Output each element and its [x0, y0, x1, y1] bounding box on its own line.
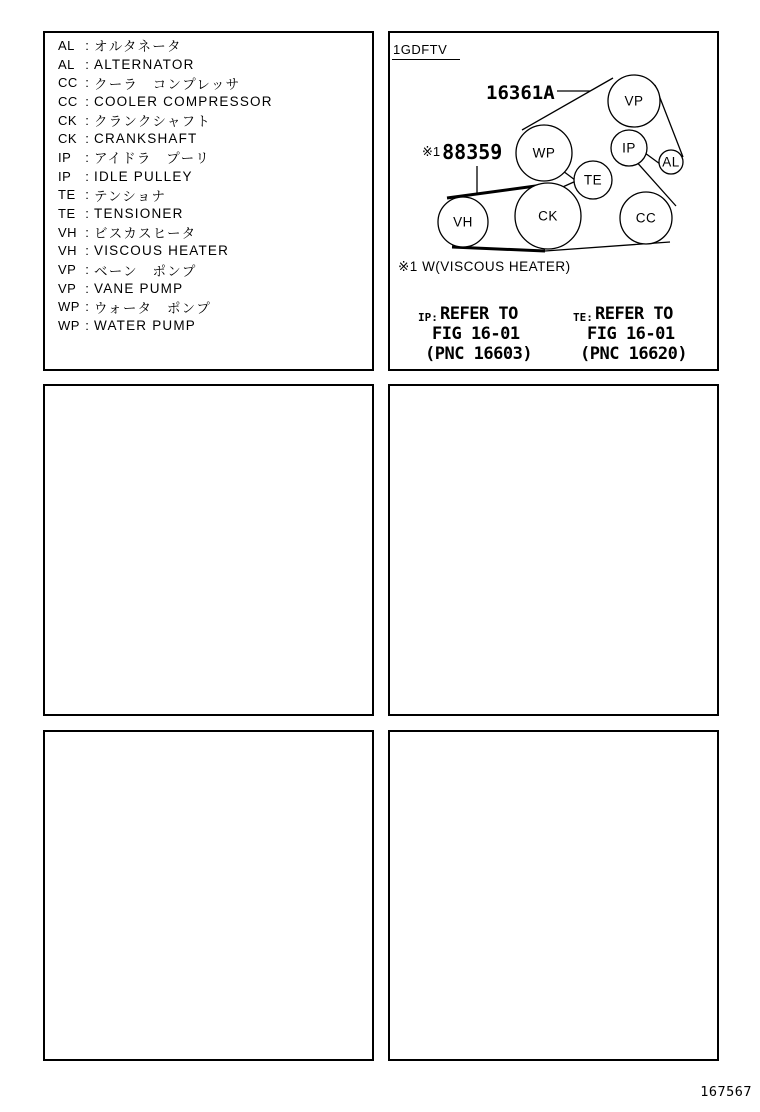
- legend-abbr: CC: [58, 75, 78, 91]
- legend-label: クーラ コンプレッサ: [94, 76, 241, 92]
- legend-row: [58, 223, 368, 242]
- legend-row: [58, 111, 368, 130]
- legend-separator: :: [85, 75, 89, 91]
- legend-label: クランクシャフト: [94, 114, 212, 130]
- legend-row: [58, 298, 368, 317]
- legend-abbr: VP: [58, 280, 77, 296]
- legend-abbr: AL: [58, 56, 75, 72]
- legend-separator: :: [85, 37, 89, 53]
- legend-abbr: AL: [58, 37, 75, 53]
- legend-separator: :: [85, 224, 89, 240]
- reference-line: (PNC 16620): [580, 344, 688, 364]
- pulley-label-ck: CK: [538, 208, 558, 224]
- reference-note-te: [573, 304, 687, 364]
- legend-separator: :: [85, 56, 89, 72]
- belt-segment-vh-to-ck-bot-thick: [452, 247, 545, 251]
- legend-label: テンショナ: [94, 188, 167, 204]
- legend-label: IDLE PULLEY: [94, 168, 193, 184]
- reference-line: REFER TO: [440, 304, 518, 324]
- reference-prefix-te: TE:: [573, 311, 593, 324]
- legend-separator: :: [85, 262, 89, 278]
- legend-separator: :: [85, 131, 89, 147]
- pulley-label-te: TE: [583, 172, 603, 188]
- legend-label: アイドラ プーリ: [94, 151, 210, 167]
- part-number-vh-belt-value: 88359: [442, 140, 503, 164]
- legend-separator: :: [85, 168, 89, 184]
- legend-separator: :: [85, 187, 89, 203]
- pulley-label-vh: VH: [453, 214, 473, 230]
- reference-line: (PNC 16603): [425, 344, 533, 364]
- legend-separator: :: [85, 299, 89, 315]
- legend-abbr: TE: [58, 206, 76, 222]
- legend-separator: :: [85, 318, 89, 334]
- legend-separator: :: [85, 243, 89, 259]
- legend-row: [58, 55, 368, 74]
- belt-segment-ip-to-al: [645, 153, 660, 164]
- empty-panel-2: [388, 384, 719, 716]
- legend-panel: [43, 31, 374, 371]
- legend-separator: :: [85, 206, 89, 222]
- legend-label: TENSIONER: [94, 206, 184, 222]
- viscous-heater-note: ※1 W(VISCOUS HEATER): [398, 259, 571, 274]
- legend-abbr: CC: [58, 93, 78, 109]
- legend-abbr: WP: [58, 318, 80, 334]
- legend-row: [58, 260, 368, 279]
- legend-label: COOLER COMPRESSOR: [94, 93, 273, 109]
- pulley-label-ip: IP: [622, 140, 636, 156]
- legend-row: [58, 148, 368, 167]
- legend-separator: :: [85, 93, 89, 109]
- legend-abbr: TE: [58, 187, 76, 203]
- pulley-label-wp: WP: [532, 145, 556, 161]
- empty-panel-1: [43, 384, 374, 716]
- reference-note-ip: [418, 304, 532, 364]
- legend-row: [58, 242, 368, 261]
- legend-label: ビスカスヒータ: [94, 226, 197, 242]
- belt-diagram-panel: [388, 31, 719, 371]
- legend-row: [58, 186, 368, 205]
- legend-row: [58, 204, 368, 223]
- reference-line: REFER TO: [595, 304, 673, 324]
- legend-label: オルタネータ: [94, 39, 182, 55]
- empty-panel-3: [43, 730, 374, 1061]
- legend-abbr: IP: [58, 168, 72, 184]
- legend-abbr: VP: [58, 262, 77, 278]
- empty-panel-4: [388, 730, 719, 1061]
- legend-row: [58, 92, 368, 111]
- part-number-main-belt: 16361A: [486, 82, 555, 104]
- reference-line: FIG 16-01: [432, 324, 520, 344]
- legend-label: ALTERNATOR: [94, 56, 195, 72]
- pulley-label-al: AL: [662, 154, 680, 170]
- legend-label: ウォータ ポンプ: [94, 300, 212, 316]
- engine-code-label: 1GDFTV: [392, 42, 460, 60]
- legend-label: ベーン ポンプ: [94, 263, 197, 279]
- legend-row: [58, 129, 368, 148]
- legend-abbr: CK: [58, 112, 78, 128]
- legend-abbr: VH: [58, 224, 78, 240]
- footnote-marker: ※1: [422, 144, 441, 159]
- reference-prefix-ip: IP:: [418, 311, 438, 324]
- reference-line: FIG 16-01: [587, 324, 675, 344]
- part-number-vh-belt: [422, 140, 502, 164]
- legend-label: VISCOUS HEATER: [94, 243, 230, 259]
- legend-row: [58, 36, 368, 55]
- pulley-label-vp: VP: [624, 93, 644, 109]
- legend-abbr: VH: [58, 243, 78, 259]
- legend-label: WATER PUMP: [94, 318, 196, 334]
- legend-separator: :: [85, 112, 89, 128]
- legend-label: CRANKSHAFT: [94, 131, 198, 147]
- legend-label: VANE PUMP: [94, 280, 184, 296]
- legend-abbr: CK: [58, 131, 78, 147]
- legend-separator: :: [85, 149, 89, 165]
- legend-list: [58, 36, 368, 335]
- legend-separator: :: [85, 280, 89, 296]
- legend-row: [58, 167, 368, 186]
- page-number: 167567: [700, 1084, 752, 1100]
- pulley-label-cc: CC: [635, 210, 657, 226]
- legend-abbr: IP: [58, 149, 72, 165]
- legend-row: [58, 73, 368, 92]
- legend-row: [58, 279, 368, 298]
- legend-abbr: WP: [58, 299, 80, 315]
- legend-row: [58, 316, 368, 335]
